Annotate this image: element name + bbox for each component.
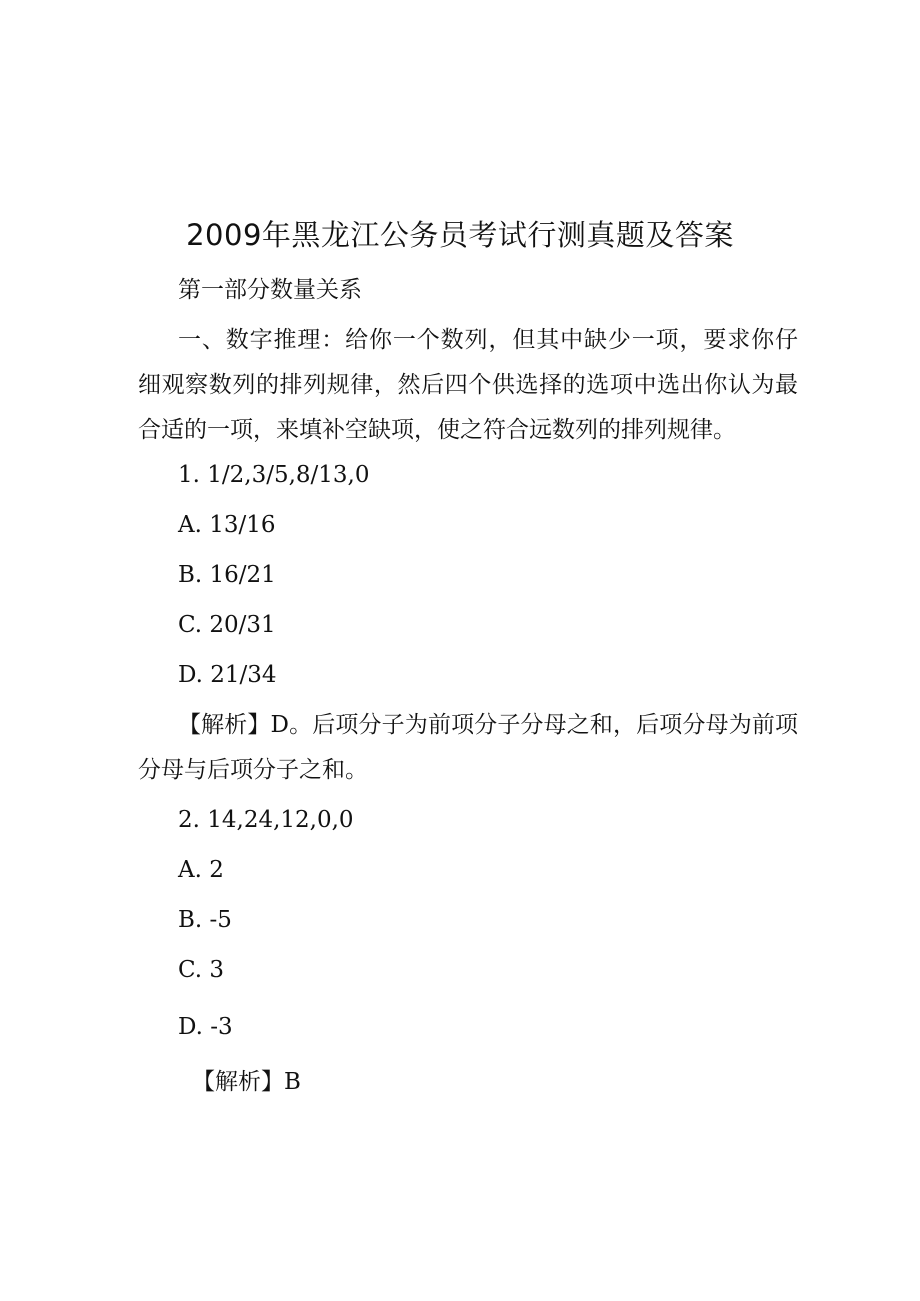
question-2-stem: 2. 14,24,12,0,0 <box>178 807 354 833</box>
question-1-stem: 1. 1/2,3/5,8/13,0 <box>178 462 370 488</box>
document-title: 2009年黑龙江公务员考试行测真题及答案 <box>186 218 734 252</box>
section-heading: 第一部分数量关系 <box>178 277 362 303</box>
question-1-option-d: D. 21/34 <box>178 662 277 688</box>
instructions-paragraph: 一、数字推理：给你一个数列，但其中缺少一项，要求你仔细观察数列的排列规律，然后四个供选择的选项中选出你认为最合适的一项，来填补空缺项，使之符合远数列的排列规律。 <box>138 327 798 443</box>
question-1-analysis: 【解析】D。后项分子为前项分子分母之和，后项分母为前项分母与后项分子之和。 <box>138 712 798 783</box>
question-2-option-b: B. -5 <box>178 907 232 933</box>
question-1-option-a: A. 13/16 <box>178 512 276 538</box>
question-1-option-c: C. 20/31 <box>178 612 276 638</box>
question-2-option-d: D. -3 <box>178 1014 233 1040</box>
question-2-option-a: A. 2 <box>178 857 224 883</box>
question-1-option-b: B. 16/21 <box>178 562 276 588</box>
question-2-analysis: 【解析】B <box>192 1069 301 1095</box>
question-2-option-c: C. 3 <box>178 957 225 983</box>
